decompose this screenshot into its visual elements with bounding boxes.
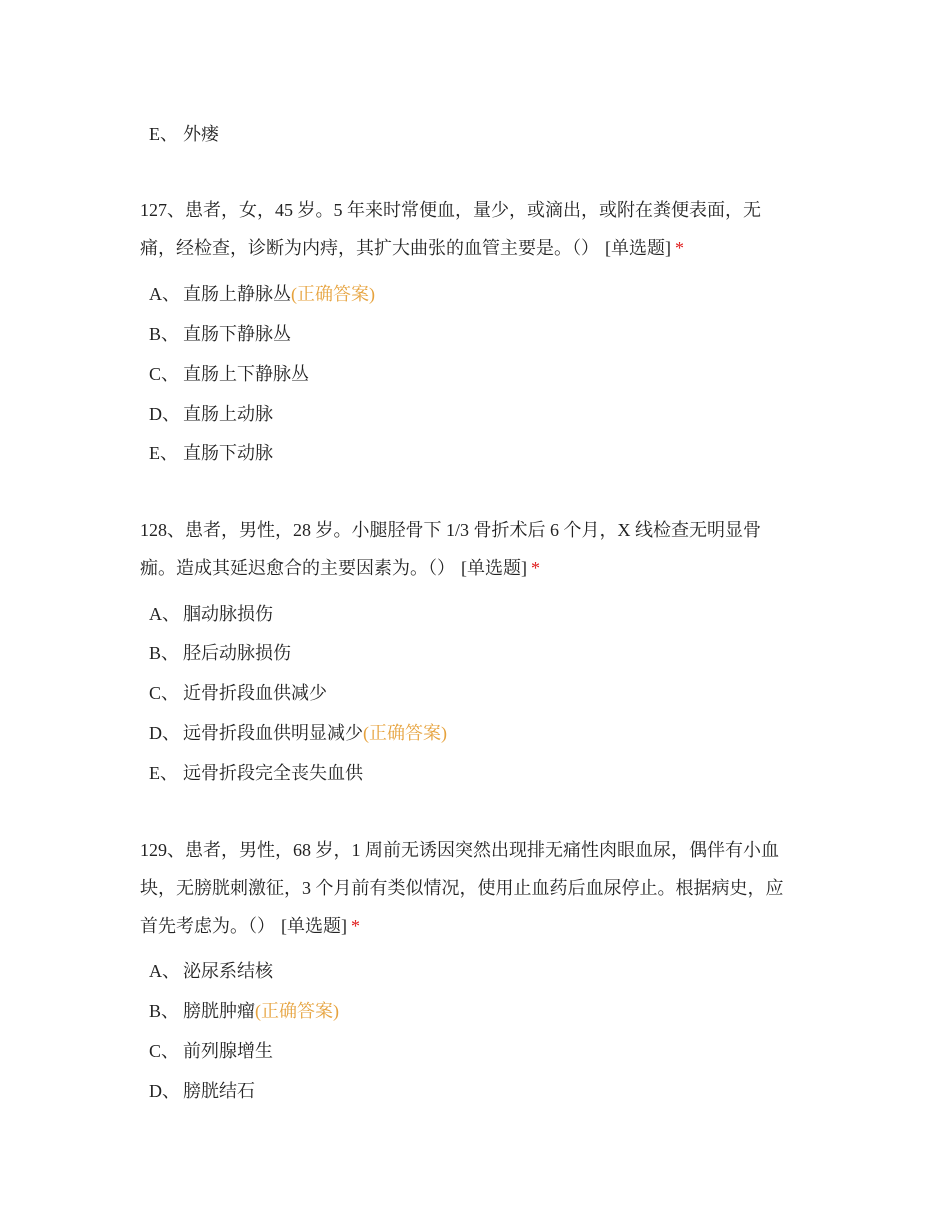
option-a <box>149 282 375 306</box>
question-text-line <box>140 549 820 587</box>
option-letter: E、 <box>149 124 178 144</box>
option-letter: C、 <box>149 683 180 703</box>
option-text: 胫后动脉损伤 <box>183 643 291 663</box>
question-text-line <box>140 907 820 945</box>
option-letter: D、 <box>149 404 180 424</box>
question-type: [单选题] <box>605 238 671 258</box>
option-text: 泌尿系结核 <box>183 961 273 981</box>
option-text: 直肠上动脉 <box>183 404 273 424</box>
question-text-line: 块，无膀胱刺激征，3 个月前有类似情况，使用止血药后血尿停止。根据病史，应 <box>140 878 784 898</box>
option-text: 近骨折段血供减少 <box>183 683 327 703</box>
option-e <box>149 441 273 465</box>
option-d <box>149 402 273 426</box>
question-text-line: 128、患者，男性，28 岁。小腿胫骨下 1/3 骨折术后 6 个月，X 线检查无明显骨 <box>140 520 761 540</box>
question-128 <box>140 511 820 587</box>
option-b <box>149 999 339 1023</box>
question-text-line-end: 痛，经检查，诊断为内痔，其扩大曲张的血管主要是。（） <box>140 238 599 258</box>
option-d <box>149 1079 255 1103</box>
option-letter: A、 <box>149 284 180 304</box>
option-a <box>149 602 273 626</box>
question-type: [单选题] <box>281 916 347 936</box>
option-text: 远骨折段完全丧失血供 <box>183 763 363 783</box>
question-text-line-end: 首先考虑为。（） <box>140 916 275 936</box>
option-text: 直肠下动脉 <box>183 443 273 463</box>
option-b <box>149 322 291 346</box>
correct-answer-label: (正确答案) <box>363 723 447 743</box>
option-text: 直肠上静脉丛 <box>183 284 291 304</box>
required-mark: * <box>675 238 684 258</box>
option-letter: C、 <box>149 364 180 384</box>
option-letter: C、 <box>149 1041 180 1061</box>
option-e <box>149 761 363 785</box>
option-a <box>149 959 273 983</box>
option-d <box>149 721 447 745</box>
option-c <box>149 1039 273 1063</box>
question-127 <box>140 191 820 267</box>
required-mark: * <box>351 916 360 936</box>
question-text-line <box>140 229 820 267</box>
option-text: 外瘘 <box>183 124 219 144</box>
option-text: 直肠上下静脉丛 <box>183 364 309 384</box>
option-text: 腘动脉损伤 <box>183 604 273 624</box>
required-mark: * <box>531 558 540 578</box>
option-letter: B、 <box>149 643 180 663</box>
option-text: 远骨折段血供明显减少 <box>183 723 363 743</box>
option-letter: A、 <box>149 961 180 981</box>
option-text: 膀胱肿瘤 <box>183 1001 255 1021</box>
option-letter: D、 <box>149 1081 180 1101</box>
option-text: 直肠下静脉丛 <box>183 324 291 344</box>
correct-answer-label: (正确答案) <box>255 1001 339 1021</box>
question-129 <box>140 831 820 945</box>
option-letter: E、 <box>149 763 178 783</box>
option-text: 膀胱结石 <box>183 1081 255 1101</box>
option-letter: A、 <box>149 604 180 624</box>
option-letter: D、 <box>149 723 180 743</box>
question-text-line: 127、患者，女，45 岁。5 年来时常便血，量少，或滴出，或附在粪便表面，无 <box>140 200 761 220</box>
question-text-line: 129、患者，男性，68 岁，1 周前无诱因突然出现排无痛性肉眼血尿，偶伴有小血 <box>140 840 779 860</box>
option-c <box>149 681 327 705</box>
option-letter: B、 <box>149 1001 180 1021</box>
question-text-line-end: 痂。造成其延迟愈合的主要因素为。（） <box>140 558 455 578</box>
option-b <box>149 641 291 665</box>
question-type: [单选题] <box>461 558 527 578</box>
option-e <box>149 122 219 146</box>
option-c <box>149 362 309 386</box>
option-letter: B、 <box>149 324 180 344</box>
option-text: 前列腺增生 <box>183 1041 273 1061</box>
option-letter: E、 <box>149 443 178 463</box>
correct-answer-label: (正确答案) <box>291 284 375 304</box>
